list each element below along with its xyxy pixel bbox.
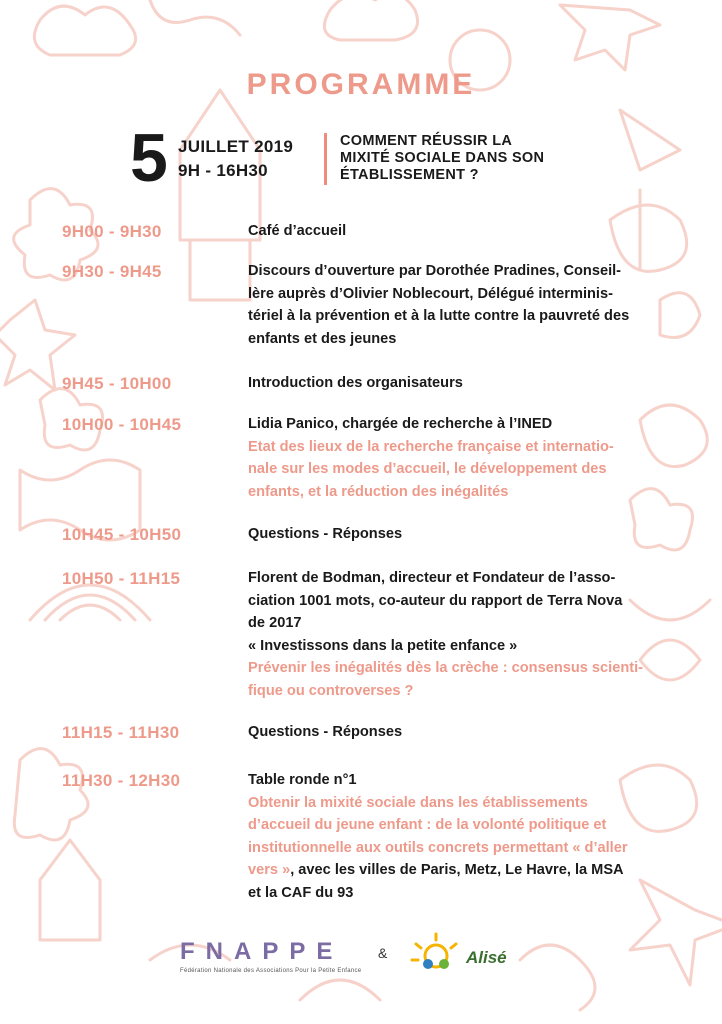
event-theme [340, 133, 590, 184]
schedule-description [248, 220, 658, 243]
description-fragment: , avec les villes de Paris, Metz, Le Havre, la MSA [290, 862, 624, 878]
description-line: tériel à la prévention et à la lutte contre la pauvreté des [248, 308, 630, 324]
description-line: Table ronde n°1 [248, 772, 357, 788]
description-line: de 2017 [248, 615, 302, 631]
event-hours: 9H - 16H30 [178, 161, 268, 180]
description-line: d’accueil du jeune enfant : de la volonté politique et [248, 817, 607, 833]
description-line: fique ou controverses ? [248, 682, 414, 699]
schedule-time: 9H45 - 10H00 [62, 374, 172, 393]
partner-logos [0, 930, 722, 990]
event-date [178, 135, 293, 183]
header-divider [324, 133, 327, 185]
description-line: Introduction des organisateurs [248, 375, 463, 391]
alise-logo: Alisé [466, 948, 507, 967]
schedule-time: 9H30 - 9H45 [62, 262, 162, 281]
description-line: Etat des lieux de la recherche française et internatio- [248, 438, 614, 455]
schedule-description [248, 413, 658, 503]
schedule-time: 11H30 - 12H30 [62, 771, 181, 790]
description-line: lère auprès d’Olivier Noblecourt, Délégué interminis- [248, 285, 613, 302]
theme-line: COMMENT RÉUSSIR LA [340, 133, 513, 149]
description-line: Questions - Réponses [248, 526, 403, 542]
description-line: institutionnelle aux outils concrets permettant « d’aller [248, 839, 628, 856]
description-line: enfants, et la réduction des inégalités [248, 483, 509, 500]
description-line: Questions - Réponses [248, 724, 403, 740]
theme-line: MIXITÉ SOCIALE DANS SON [340, 150, 545, 166]
ampersand: & [378, 945, 388, 961]
description-line: et la CAF du 93 [248, 884, 354, 901]
schedule-time: 10H50 - 11H15 [62, 569, 181, 588]
description-line: Prévenir les inégalités dès la crèche : consensus scienti- [248, 660, 644, 676]
page-title: PROGRAMME [246, 68, 476, 101]
description-line: ciation 1001 mots, co-auteur du rapport de Terra Nova [248, 592, 623, 609]
schedule-description [248, 567, 658, 702]
description-line: Lidia Panico, chargée de recherche à l’INED [248, 416, 553, 432]
fnappe-logo: FNAPPE [180, 938, 344, 965]
schedule-description [248, 769, 658, 904]
description-line: Discours d’ouverture par Dorothée Pradines, Conseil- [248, 263, 622, 279]
schedule-time: 10H45 - 10H50 [62, 525, 182, 544]
description-fragment: vers » [248, 862, 291, 878]
description-line: Florent de Bodman, directeur et Fondateur de l’asso- [248, 570, 616, 586]
description-line: Café d’accueil [248, 223, 347, 239]
event-day: 5 [130, 120, 168, 196]
description-line: enfants et des jeunes [248, 330, 397, 347]
schedule-time: 9H00 - 9H30 [62, 222, 162, 241]
schedule-description [248, 523, 658, 546]
description-line [248, 859, 658, 882]
description-line: nale sur les modes d’accueil, le développement des [248, 461, 607, 477]
theme-line: ÉTABLISSEMENT ? [340, 167, 479, 183]
event-month-year: JUILLET 2019 [178, 137, 294, 156]
description-line: Obtenir la mixité sociale dans les établissements [248, 794, 588, 811]
description-line: « Investissons dans la petite enfance » [248, 637, 518, 654]
schedule-time: 11H15 - 11H30 [62, 723, 180, 742]
schedule-time: 10H00 - 10H45 [62, 415, 182, 434]
fnappe-tagline: Fédération Nationale des Associations Pour la Petite Enfance [180, 968, 362, 974]
schedule-description [248, 372, 658, 395]
schedule-description [248, 721, 658, 744]
sun-icon [406, 930, 466, 980]
schedule-description [248, 260, 658, 350]
